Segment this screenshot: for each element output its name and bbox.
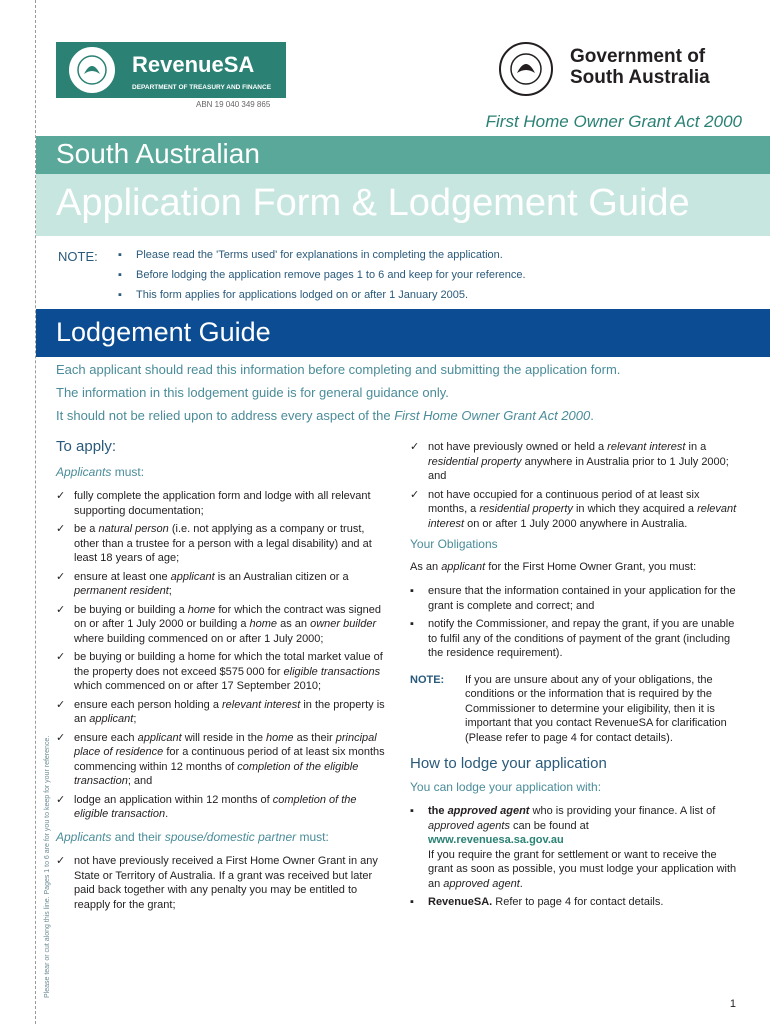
list-item: ✓ ensure each applicant will reside in the home as their principal place of residence for a continuous period of at least six months commencing within 12 months of completion of the eligible transaction; and xyxy=(56,731,391,789)
spouse-requirements xyxy=(56,854,391,912)
abn: ABN 19 040 349 865 xyxy=(196,100,271,109)
note-label: NOTE: xyxy=(58,249,98,264)
cut-instruction: Please tear or cut along this line. Pages 1 to 6 are for you to keep for your reference. xyxy=(44,735,51,998)
sa-seal-icon xyxy=(60,44,124,96)
list-item: ✓ lodge an application within 12 months of completion of the eligible transaction. xyxy=(56,793,391,822)
list-item: ▪ RevenueSA. Refer to page 4 for contact details. xyxy=(410,895,740,910)
list-item: ▪ the approved agent who is providing your finance. A list of approved agents can be found at www.revenuesa.sa.gov.au If you require the grant for settlement or want to receive the grant as soon as possible, you must lodge your application with an approved agent. xyxy=(410,804,740,891)
list-item: ✓ not have occupied for a continuous period of at least six months, a residential property in which they acquired a relevant interest on or after 1 July 2000 anywhere in Australia. xyxy=(410,488,740,532)
right-column xyxy=(410,440,740,910)
revenuesa-link[interactable]: www.revenuesa.sa.gov.au xyxy=(428,834,564,846)
spouse-must: Applicants and their spouse/domestic partner must: xyxy=(56,829,329,844)
note-item: ▪ Please read the 'Terms used' for explanations in completing the application. xyxy=(118,249,758,269)
lodge-options xyxy=(410,804,740,910)
spouse-requirements-cont xyxy=(410,440,740,531)
list-item: ✓ ensure each person holding a relevant interest in the property is an applicant; xyxy=(56,698,391,727)
note-item: ▪ Before lodging the application remove pages 1 to 6 and keep for your reference. xyxy=(118,269,758,289)
intro-line-3: It should not be relied upon to address every aspect of the First Home Owner Grant Act 2000. xyxy=(56,408,594,423)
to-apply-heading: To apply: xyxy=(56,438,117,455)
list-item: ▪ ensure that the information contained in your application for the grant is complete and correct; and xyxy=(410,584,740,613)
title-band-top xyxy=(36,136,770,174)
obligations-note xyxy=(410,673,740,746)
how-to-lodge-heading: How to lodge your application xyxy=(410,755,607,772)
gov-name-line2: South Australia xyxy=(570,67,710,88)
note-text: If you are unsure about any of your obligations, the conditions or the information that is required by the Commissioner to determine your eligibility, then it is important that you contact RevenueSA for clarification (Please refer to page 4 for contact details). xyxy=(465,673,727,744)
revenuesa-name: RevenueSA xyxy=(132,52,255,77)
gov-sa-seal-icon xyxy=(494,40,558,98)
title-line2: Application Form & Lodgement Guide xyxy=(56,182,690,224)
obligations-intro: As an applicant for the First Home Owner Grant, you must: xyxy=(410,560,697,573)
title-band-main xyxy=(36,174,770,236)
list-item: ✓ not have previously owned or held a relevant interest in a residential property anywhere in Australia prior to 1 July 2000; and xyxy=(410,440,740,484)
act-title: First Home Owner Grant Act 2000 xyxy=(485,112,742,131)
list-item: ✓ not have previously received a First Home Owner Grant in any State or Territory of Australia. If a grant was received but later paid back together with any penalty you may be entitled to reapply for the grant; xyxy=(56,854,391,912)
how-to-lodge-sub: You can lodge your application with: xyxy=(410,779,602,794)
applicant-requirements xyxy=(56,489,391,822)
lodgement-band xyxy=(36,309,770,357)
list-item: ✓ be a natural person (i.e. not applying as a company or trust, other than a trustee for a person with a legal disability) and at least 18 years of age; xyxy=(56,522,391,566)
obligations-heading: Your Obligations xyxy=(410,537,498,551)
note-label: NOTE: xyxy=(410,673,445,686)
list-item: ✓ ensure at least one applicant is an Australian citizen or a permanent resident; xyxy=(56,570,391,599)
revenuesa-dept: DEPARTMENT OF TREASURY AND FINANCE xyxy=(132,84,272,91)
intro-line-1: Each applicant should read this information before completing and submitting the application form. xyxy=(56,362,621,377)
intro-line-2: The information in this lodgement guide is for general guidance only. xyxy=(56,385,449,400)
note-list xyxy=(118,249,758,309)
left-column xyxy=(56,440,391,912)
list-item: ✓ fully complete the application form and lodge with all relevant supporting documentation; xyxy=(56,489,391,518)
title-line1: South Australian xyxy=(56,138,260,169)
note-item: ▪ This form applies for applications lodged on or after 1 January 2005. xyxy=(118,289,758,309)
obligations-list xyxy=(410,584,740,661)
lodgement-heading: Lodgement Guide xyxy=(56,317,271,347)
list-item: ✓ be buying or building a home for which the total market value of the property does not exceed $575 000 for eligible transactions which commenced on or after 17 September 2010; xyxy=(56,650,391,694)
list-item: ✓ be buying or building a home for which the contract was signed on or after 1 July 2000 or building a home as an owner builder where building commenced on or after 1 July 2000; xyxy=(56,603,391,647)
gov-name-line1: Government of xyxy=(570,46,706,67)
applicants-must: Applicants must: xyxy=(56,464,145,479)
list-item: ▪ notify the Commissioner, and repay the grant, if you are unable to fulfil any of the conditions of payment of the grant (including the residence requirement). xyxy=(410,617,740,661)
page-number: 1 xyxy=(729,998,736,1010)
